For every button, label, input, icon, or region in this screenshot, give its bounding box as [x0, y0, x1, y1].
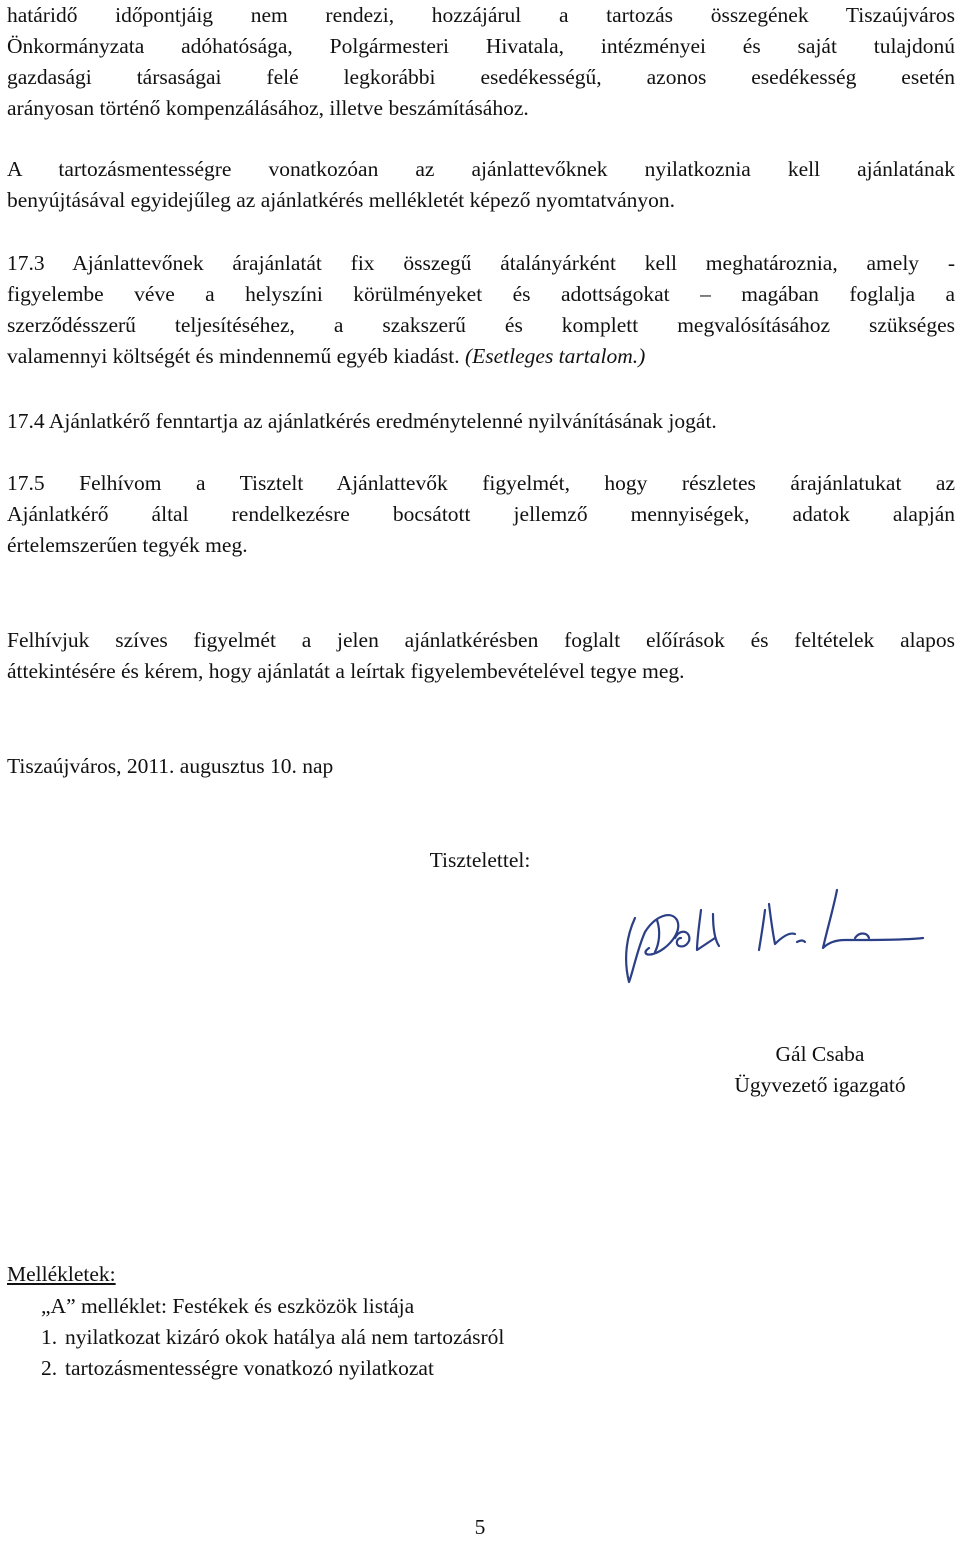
attachment-number: 1. — [41, 1325, 58, 1349]
intro-line: határidő időpontjáig nem rendezi, hozzájárul a tartozás összegének Tiszaújváros — [7, 3, 955, 27]
attachment-text: tartozásmentességre vonatkozó nyilatkozat — [65, 1356, 434, 1380]
attachment-a: „A” melléklet: Festékek és eszközök listája — [41, 1294, 415, 1318]
attachment-item-2 — [7, 1353, 434, 1384]
handwritten-signature — [605, 880, 935, 990]
tax-line: benyújtásával egyidejűleg az ajánlatkérés mellékletét képező nyomtatványon. — [7, 188, 676, 212]
closing-line: áttekintésére és kérem, hogy ajánlatát a leírtak figyelembevételével tegye meg. — [7, 659, 685, 683]
intro-line: Önkormányzata adóhatósága, Polgármesteri Hivatala, intézményei és saját tulajdonú — [7, 34, 955, 58]
closing-line: Felhívjuk szíves figyelmét a jelen ajánlatkérésben foglalt előírások és feltételek alapos — [7, 628, 955, 652]
tax-line: A tartozásmentességre vonatkozóan az ajánlattevőknek nyilatkoznia kell ajánlatának — [7, 157, 955, 181]
attachments-heading-text: Mellékletek: — [7, 1262, 116, 1286]
intro-line: gazdasági társaságai felé legkorábbi esedékességű, azonos esedékesség esetén — [7, 65, 955, 89]
signer-title: Ügyvezető igazgató — [734, 1073, 906, 1097]
optional-content-note: (Esetleges tartalom.) — [464, 344, 646, 368]
place-date — [7, 751, 955, 782]
intro-line: arányosan történő kompenzálásához, illetve beszámításához. — [7, 96, 529, 120]
closing-paragraph — [7, 625, 955, 687]
section-17-3 — [7, 248, 955, 372]
s175-line: Ajánlatkérő által rendelkezésre bocsátott jellemző mennyiségek, adatok alapján — [7, 502, 955, 526]
section-17-4 — [7, 406, 955, 437]
s175-line: 17.5 Felhívom a Tisztelt Ajánlattevők figyelmét, hogy részletes árajánlatukat az — [7, 471, 955, 495]
s174-text: 17.4 Ajánlatkérő fenntartja az ajánlatkérés eredménytelenné nyilvánításának jogát. — [7, 409, 717, 433]
s173-line: figyelembe véve a helyszíni körülményeket és adottságokat – magában foglalja a — [7, 282, 955, 306]
s173-last-text: valamennyi költségét és mindennemű egyéb kiadást. — [7, 344, 460, 368]
tax-clearance-paragraph — [7, 154, 955, 216]
s173-line: szerződésszerű teljesítéséhez, a szakszerű és komplett megvalósításához szükséges — [7, 313, 955, 337]
s173-line: 17.3 Ajánlattevőnek árajánlatát fix összegű átalányárként kell meghatároznia, amely - — [7, 251, 955, 275]
s173-last-line — [7, 341, 955, 372]
attachment-number: 2. — [41, 1356, 58, 1380]
page-number: 5 — [474, 1515, 486, 1539]
section-17-5 — [7, 468, 955, 561]
greeting: Tisztelettel: — [429, 848, 531, 872]
place-date-text: Tiszaújváros, 2011. augusztus 10. nap — [7, 754, 334, 778]
signer-block — [700, 1039, 940, 1101]
attachment-text: nyilatkozat kizáró okok hatálya alá nem tartozásról — [65, 1325, 505, 1349]
attachments-heading — [7, 1259, 955, 1290]
attachment-item-1 — [7, 1322, 504, 1353]
s175-line: értelemszerűen tegyék meg. — [7, 533, 248, 557]
signer-name: Gál Csaba — [775, 1042, 865, 1066]
intro-paragraph — [7, 0, 955, 124]
